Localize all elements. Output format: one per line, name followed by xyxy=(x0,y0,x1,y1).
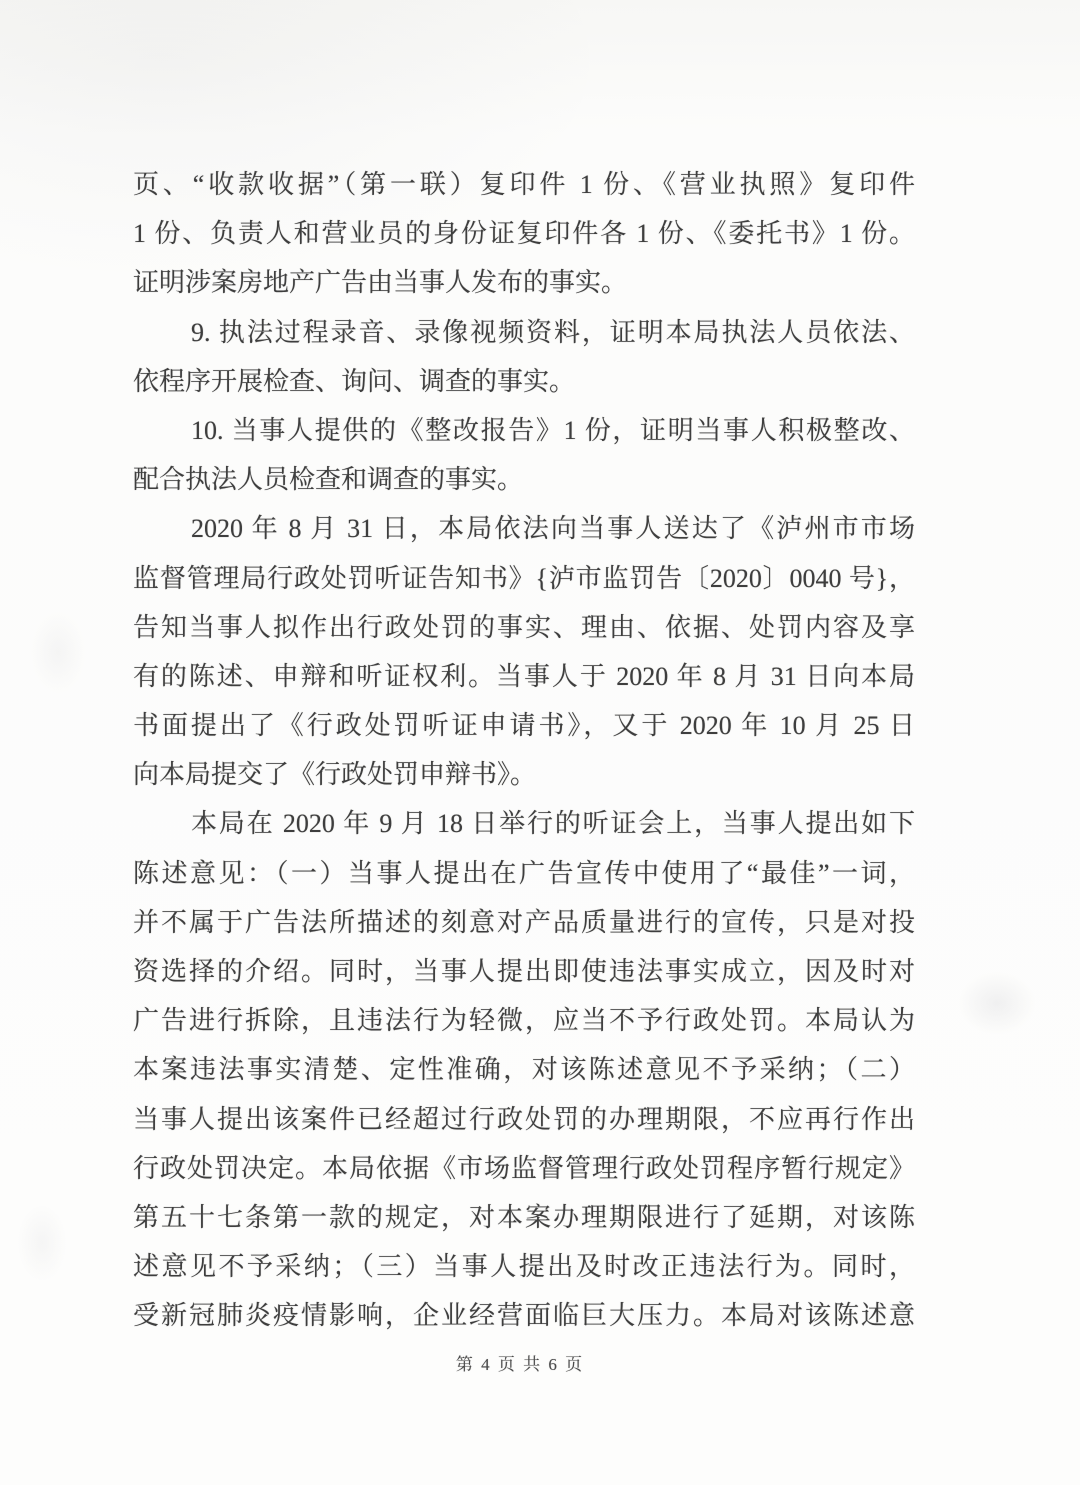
document-line: 本局在 2020 年 9 月 18 日举行的听证会上，当事人提出如下 xyxy=(191,809,915,839)
document-line: 有的陈述、申辩和听证权利。当事人于 2020 年 8 月 31 日向本局 xyxy=(133,661,915,691)
document-line: 页、“收款收据”（第一联）复印件 1 份、《营业执照》复印件 xyxy=(133,170,915,199)
document-line: 当事人提出该案件已经超过行政处罚的办理期限，不应再行作出 xyxy=(133,1104,915,1134)
document-line: 本案违法事实清楚、定性准确，对该陈述意见不予采纳；（二） xyxy=(133,1055,915,1085)
document-line: 书面提出了《行政处罚听证申请书》，又于 2020 年 10 月 25 日 xyxy=(133,711,915,741)
page-footer: 第 4 页 共 6 页 xyxy=(455,1355,585,1374)
document-line: 10. 当事人提供的《整改报告》1 份，证明当事人积极整改、 xyxy=(191,415,915,445)
document-line: 1 份、负责人和营业员的身份证复印件各 1 份、《委托书》1 份。 xyxy=(133,219,915,249)
document-line: 2020 年 8 月 31 日，本局依法向当事人送达了《泸州市市场 xyxy=(191,514,915,544)
document-line: 陈述意见：（一）当事人提出在广告宣传中使用了“最佳”一词， xyxy=(133,858,915,888)
document-line: 配合执法人员检查和调查的事实。 xyxy=(133,465,524,495)
document-line: 告知当事人拟作出行政处罚的事实、理由、依据、处罚内容及享 xyxy=(133,612,915,642)
document-line: 广告进行拆除，且违法行为轻微，应当不予行政处罚。本局认为 xyxy=(133,1006,915,1036)
document-line: 证明涉案房地产广告由当事人发布的事实。 xyxy=(133,268,628,298)
document-line: 并不属于广告法所描述的刻意对产品质量进行的宣传，只是对投 xyxy=(133,907,915,937)
document-line: 资选择的介绍。同时，当事人提出即使违法事实成立，因及时对 xyxy=(133,957,915,986)
document-line: 向本局提交了《行政处罚申辩书》。 xyxy=(133,760,537,790)
document-text-block xyxy=(133,160,915,1341)
document-line: 监督管理局行政处罚听证告知书》{泸市监罚告〔2020〕0040 号}， xyxy=(133,563,915,593)
document-line: 依程序开展检查、询问、调查的事实。 xyxy=(133,366,576,396)
document-line: 第五十七条第一款的规定，对本案办理期限进行了延期，对该陈 xyxy=(133,1202,915,1232)
document-line: 行政处罚决定。本局依据《市场监督管理行政处罚程序暂行规定》 xyxy=(133,1153,915,1183)
document-line: 9. 执法过程录音、录像视频资料，证明本局执法人员依法、 xyxy=(191,317,915,347)
document-line: 受新冠肺炎疫情影响，企业经营面临巨大压力。本局对该陈述意 xyxy=(133,1301,915,1331)
document-line: 述意见不予采纳；（三）当事人提出及时改正违法行为。同时， xyxy=(133,1252,915,1282)
